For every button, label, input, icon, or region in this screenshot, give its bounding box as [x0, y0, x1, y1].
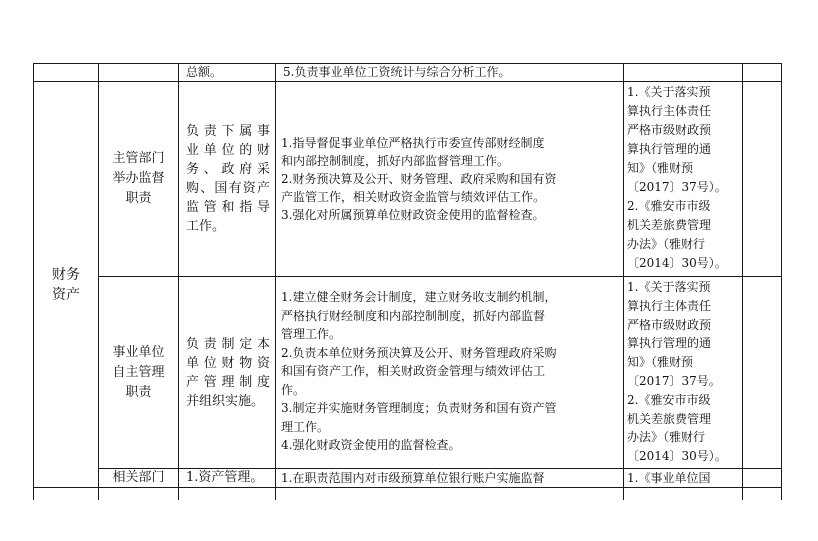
- task-line: 作。: [281, 382, 306, 397]
- top-row-duty-text: 总额。: [186, 65, 223, 79]
- basis-line: 办法》（雅财行: [627, 430, 706, 445]
- header-line: 相关部门: [112, 470, 165, 485]
- category-label-line: 财务: [52, 266, 80, 283]
- table-border-right: [781, 63, 782, 500]
- supervisory-duty-cell: [186, 82, 270, 276]
- related-duty-cell: [186, 469, 274, 487]
- basis-line: 〔2017〕37号）。: [627, 180, 727, 194]
- basis-line: 算执行管理的通: [627, 142, 712, 156]
- table-divider: [623, 63, 624, 500]
- header-line: 事业单位: [112, 344, 165, 360]
- header-line: 主管部门: [112, 151, 165, 166]
- task-line: 和内部控制制度，抓好内部监督管理工作。: [281, 154, 510, 168]
- top-row-duty-cell: [186, 63, 272, 81]
- basis-line: 严格市级财政预: [627, 123, 712, 137]
- basis-line: 1.《关于落实预: [627, 280, 711, 294]
- related-task-cell: [281, 469, 621, 487]
- basis-line: 算执行主体责任: [627, 298, 712, 313]
- duty-line: 单位财物资: [186, 355, 270, 371]
- task-line: 严格执行财经制度和内部控制制度，抓好内部监督: [281, 308, 546, 323]
- basis-line: 严格市级财政预: [627, 317, 712, 332]
- task-line: 管理工作。: [281, 327, 342, 341]
- task-line: 3.制定并实施财务管理制度；负责财务和国有资产管: [281, 401, 557, 415]
- task-line: 3.强化对所属预算单位财政资金使用的监督检查。: [281, 208, 545, 222]
- header-line: 自主管理: [112, 364, 165, 380]
- top-row-task-cell: [283, 63, 619, 81]
- task-line: 1.在职责范围内对市级预算单位银行账户实施监督: [281, 471, 545, 485]
- task-line: 2.财务预决算及公开、财务管理、政府采购和国有资: [281, 172, 557, 186]
- task-line: 2.负责本单位财务预决算及公开、财务管理政府采购: [281, 345, 557, 360]
- category-cell: [34, 82, 98, 487]
- related-basis-cell: [627, 469, 741, 487]
- basis-line: 2.《雅安市市级: [627, 199, 711, 213]
- basis-line: 〔2014〕30号）。: [627, 449, 727, 464]
- duty-line: 并组织实施。: [186, 393, 265, 409]
- header-line: 职责: [125, 191, 152, 206]
- self-management-basis-cell: [627, 278, 741, 468]
- duty-line: 业单位的财: [186, 143, 270, 158]
- self-management-duty-cell: [186, 277, 270, 468]
- table-divider: [742, 63, 743, 500]
- self-management-task-cell: [281, 288, 621, 468]
- self-management-header-cell: [99, 277, 178, 468]
- duty-line: 购、国有资产: [186, 181, 270, 196]
- header-line: 职责: [125, 384, 152, 400]
- task-line: 产监管工作，相关财政资金监管与绩效评估工作。: [281, 190, 546, 204]
- supervisory-basis-cell: [627, 83, 741, 276]
- row-divider: [33, 487, 782, 488]
- basis-line: 办法》（雅财行: [627, 237, 706, 251]
- category-label-line: 资产: [52, 286, 80, 303]
- basis-line: 算执行管理的通: [627, 336, 712, 351]
- related-departments-header-cell: [99, 469, 178, 487]
- basis-line: 1.《关于落实预: [627, 85, 711, 99]
- basis-line: 〔2017〕37号。: [627, 373, 721, 388]
- duty-line: 1.资产管理。: [186, 470, 264, 485]
- basis-line: 〔2014〕30号）。: [627, 256, 727, 270]
- task-line: 1.指导督促事业单位严格执行市委宣传部财经制度: [281, 136, 545, 150]
- duty-line: 监管和指导: [186, 200, 270, 215]
- duty-line: 工作。: [186, 219, 226, 234]
- basis-line: 机关差旅费管理: [627, 411, 712, 426]
- table-divider: [178, 63, 179, 500]
- basis-line: 知》（雅财预: [627, 161, 694, 175]
- basis-line: 机关差旅费管理: [627, 218, 712, 232]
- duty-line: 负责制定本: [186, 336, 270, 352]
- supervisory-header-cell: [99, 82, 178, 276]
- task-line: 理工作。: [281, 419, 330, 434]
- supervisory-task-cell: [281, 82, 621, 276]
- task-line: 1.建立健全财务会计制度，建立财务收支制约机制，: [281, 290, 557, 304]
- task-line: 4.强化财政资金使用的监督检查。: [281, 438, 461, 452]
- duty-line: 负责下属事: [186, 124, 270, 139]
- basis-line: 1.《事业单位国: [627, 471, 711, 485]
- header-line: 举办监督: [112, 171, 165, 186]
- table-divider: [275, 63, 276, 500]
- basis-line: 2.《雅安市市级: [627, 392, 711, 407]
- basis-line: 知》（雅财预: [627, 355, 694, 370]
- top-row-task-text: 5.负责事业单位工资统计与综合分析工作。: [283, 65, 511, 79]
- duty-line: 产管理制度: [186, 374, 270, 390]
- basis-line: 算执行主体责任: [627, 104, 712, 118]
- task-line: 和国有资产工作，相关财政资金管理与绩效评估工: [281, 364, 546, 378]
- duty-line: 务、政府采: [186, 162, 270, 177]
